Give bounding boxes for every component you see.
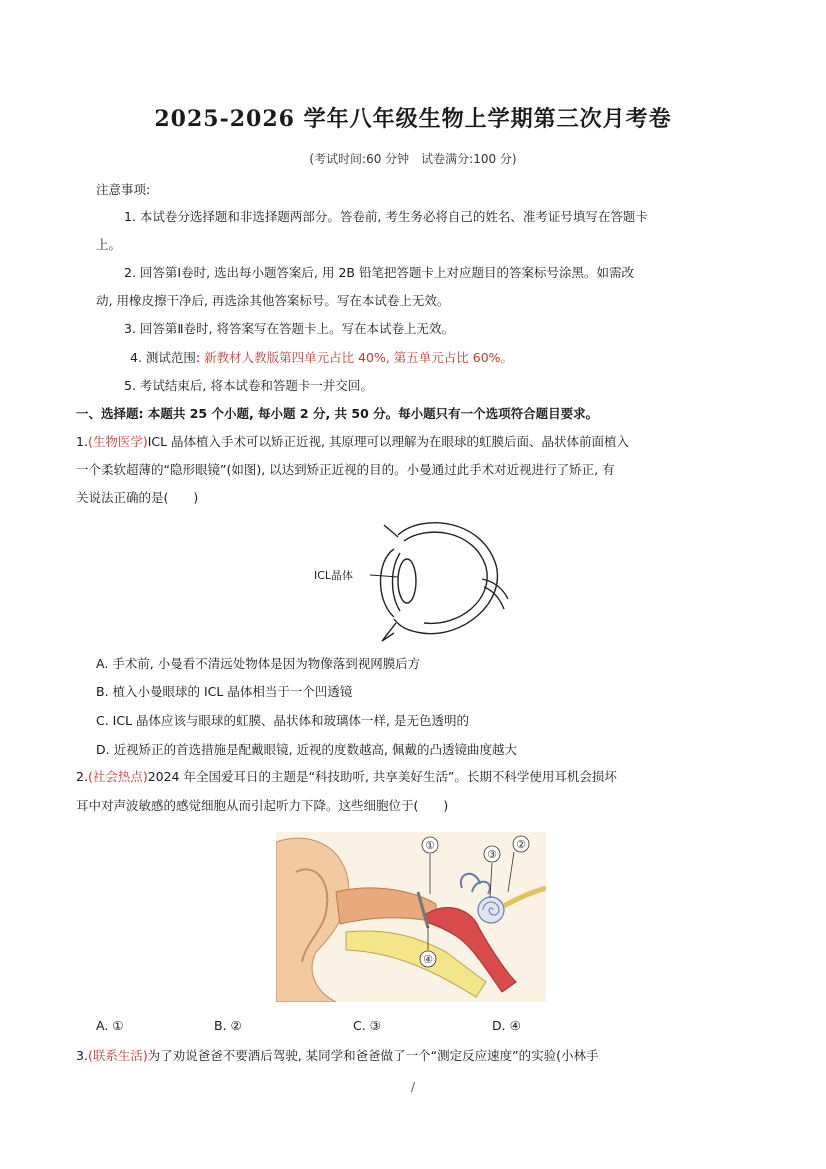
notice-heading: 注意事项: (96, 182, 151, 197)
marker-1: ① (425, 839, 435, 852)
notice-item-4-prefix: 4. 测试范围: (130, 350, 205, 365)
notice-item-2: 2. 回答第Ⅰ卷时, 选出每小题答案后, 用 2B 铅笔把答题卡上对应题目的答案标号涂黑。如需改 (124, 265, 634, 280)
cochlea (478, 897, 504, 923)
question-1-option-c: C. ICL 晶体应该与眼球的虹膜、晶状体和玻璃体一样, 是无色透明的 (96, 713, 469, 728)
question-tag: (生物医学) (87, 434, 148, 449)
question-2-option-d: D. ④ (492, 1018, 521, 1033)
question-number: 3. (76, 1048, 88, 1063)
question-1-option-b: B. 植入小曼眼球的 ICL 晶体相当于一个凹透镜 (96, 684, 353, 699)
question-1-option-d: D. 近视矫正的首选措施是配戴眼镜, 近视的度数越高, 佩戴的凸透镜曲度越大 (96, 742, 517, 757)
question-text: 为了劝说爸爸不要酒后驾驶, 某同学和爸爸做了一个“测定反应速度”的实验(小林手 (147, 1048, 599, 1063)
ear-diagram (276, 832, 546, 1002)
question-1-line-2: 一个柔软超薄的“隐形眼镜”(如图), 以达到矫正近视的目的。小曼通过此手术对近视进行了矫正, 有 (76, 462, 615, 477)
marker-3: ③ (487, 848, 497, 861)
question-3-line-1 (76, 1047, 598, 1065)
exam-info: (考试时间:60 分钟 试卷满分:100 分) (309, 152, 517, 166)
label-leader-line (370, 575, 398, 577)
question-number: 1. (76, 434, 88, 449)
marker-4: ④ (423, 953, 433, 966)
notice-item-1-cont: 上。 (96, 237, 122, 252)
question-2-option-a: A. ① (96, 1018, 124, 1033)
section-heading: 一、选择题: 本题共 25 个小题, 每小题 2 分, 共 50 分。每小题只有一个选项符合题目要求。 (76, 406, 599, 421)
marker-2: ② (516, 838, 526, 851)
question-2-line-2: 耳中对声波敏感的感觉细胞从而引起听力下降。这些细胞位于( ) (76, 798, 449, 813)
notice-item-1: 1. 本试卷分选择题和非选择题两部分。答卷前, 考生务必将自己的姓名、准考证号填写在答题卡 (124, 209, 648, 224)
question-1-option-a: A. 手术前, 小曼看不清远处物体是因为物像落到视网膜后方 (96, 656, 421, 671)
page-footer: / (410, 1080, 416, 1094)
question-1-line-1 (76, 433, 629, 451)
question-number: 2. (76, 769, 88, 784)
notice-item-3: 3. 回答第Ⅱ卷时, 将答案写在答题卡上。写在本试卷上无效。 (124, 321, 454, 336)
question-tag: (社会热点) (87, 769, 148, 784)
notice-item-5: 5. 考试结束后, 将本试卷和答题卡一并交回。 (124, 378, 373, 393)
page-title: 2025-2026 学年八年级生物上学期第三次月考卷 (154, 106, 672, 132)
notice-item-4 (130, 349, 513, 367)
question-text: 2024 年全国爱耳日的主题是“科技助听, 共享美好生活”。长期不科学使用耳机会损坏 (147, 769, 617, 784)
question-2-line-1 (76, 768, 617, 786)
question-1-line-3: 关说法正确的是( ) (76, 490, 199, 505)
question-text: ICL 晶体植入手术可以矫正近视, 其原理可以理解为在眼球的虹膜后面、晶状体前面植入 (147, 434, 630, 449)
icl-label: ICL晶体 (314, 569, 354, 582)
question-tag: (联系生活) (87, 1048, 148, 1063)
question-2-option-c: C. ③ (353, 1018, 381, 1033)
question-2-option-b: B. ② (214, 1018, 242, 1033)
notice-item-2-cont: 动, 用橡皮擦干净后, 再选涂其他答案标号。写在本试卷上无效。 (96, 293, 450, 308)
eye-diagram (312, 515, 512, 645)
test-scope: 新教材人教版第四单元占比 40%, 第五单元占比 60%。 (204, 350, 514, 365)
